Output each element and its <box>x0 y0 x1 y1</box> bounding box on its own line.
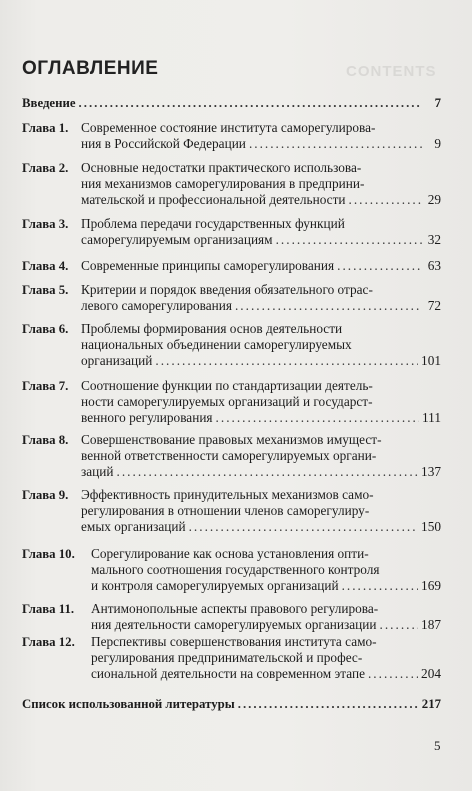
entry-page: 169 <box>421 578 441 593</box>
entry-line: заций <box>81 464 114 479</box>
entry-line: Современные принципы саморегулирования <box>81 258 335 273</box>
entry-page: 32 <box>427 232 441 247</box>
entry-page: 63 <box>427 258 441 273</box>
entry-title <box>81 160 441 208</box>
entry-last-line <box>81 232 441 248</box>
entry-page: 72 <box>427 298 441 313</box>
dot-leader <box>349 192 423 208</box>
entry-last-line <box>81 136 441 152</box>
entry-last-line <box>91 666 441 682</box>
entry-title <box>81 321 441 369</box>
toc-entry-intro <box>22 95 441 111</box>
toc-entry-chapter <box>22 258 441 274</box>
chapter-label: Глава 5. <box>22 283 69 297</box>
entry-line: емых организаций <box>81 519 186 534</box>
chapter-label: Глава 4. <box>22 259 69 273</box>
entry-title <box>22 696 441 712</box>
entry-line: Проблема передачи государственных функций <box>81 216 345 231</box>
entry-title <box>91 546 441 594</box>
entry-page: 217 <box>421 697 441 711</box>
chapter-label: Глава 6. <box>22 322 69 336</box>
entry-line: и контроля саморегулируемых организаций <box>91 578 339 593</box>
toc-entry-chapter <box>22 487 441 535</box>
toc-entry-chapter <box>22 432 441 480</box>
dot-leader <box>276 232 422 248</box>
entry-title <box>91 634 441 682</box>
page-title: ОГЛАВЛЕНИЕ <box>22 58 159 79</box>
toc-entry-chapter <box>22 634 441 682</box>
entry-title <box>81 282 441 314</box>
entry-line: Проблемы формирования основ деятельности <box>81 321 343 336</box>
entry-page: 7 <box>434 96 441 110</box>
entry-page: 101 <box>421 353 441 368</box>
chapter-label: Глава 3. <box>22 217 69 231</box>
dot-leader <box>216 410 419 426</box>
entry-last-line <box>81 192 441 208</box>
entry-line: мательской и профессиональной деятельности <box>81 192 346 207</box>
dot-leader <box>249 136 422 152</box>
chapter-label: Глава 2. <box>22 161 69 175</box>
toc-entry-chapter <box>22 601 441 633</box>
entry-line: национальных объединении саморегулируемых <box>81 337 352 352</box>
entry-last-line <box>81 353 441 369</box>
entry-title <box>22 95 441 111</box>
entry-line: Перспективы совершенствования института само- <box>91 634 377 649</box>
entry-line: саморегулируемым организациям <box>81 232 273 247</box>
toc-entry-chapter <box>22 321 441 369</box>
chapter-label: Глава 9. <box>22 488 69 502</box>
entry-line: ния в Российской Федерации <box>81 136 246 151</box>
entry-line: Критерии и порядок введения обязательного отрас- <box>81 282 373 297</box>
entry-last-line <box>81 258 441 274</box>
entry-line: левого саморегулирования <box>81 298 232 313</box>
entry-last-line <box>91 617 441 633</box>
entry-title <box>91 601 441 633</box>
entry-line: регулирования в отношении членов саморегулиру- <box>81 503 370 518</box>
entry-line: Эффективность принудительных механизмов само- <box>81 487 374 502</box>
dot-leader <box>337 258 422 274</box>
entry-line: Сорегулирование как основа установления опти- <box>91 546 369 561</box>
dot-leader <box>235 298 422 314</box>
chapter-label: Глава 8. <box>22 433 69 447</box>
chapter-label: Глава 11. <box>22 602 75 616</box>
entry-page: 29 <box>427 192 441 207</box>
bleed-through-text: CONTENTS <box>346 63 437 80</box>
entry-line: ния деятельности саморегулируемых организации <box>91 617 377 632</box>
entry-line: Антимонопольные аспекты правового регулирова- <box>91 601 379 616</box>
entry-line: мального соотношения государственного контроля <box>91 562 380 577</box>
entry-line: венной ответственности саморегулируемых органи- <box>81 448 377 463</box>
page-number: 5 <box>434 738 441 753</box>
dot-leader <box>368 666 418 682</box>
entry-line: ния механизмов саморегулирования в предприни- <box>81 176 365 191</box>
entry-last-line <box>81 410 441 426</box>
toc-entry-references <box>22 696 441 712</box>
toc-entry-chapter <box>22 378 441 426</box>
chapter-label: Глава 12. <box>22 635 75 649</box>
entry-line: ности саморегулируемых организаций и государст- <box>81 394 373 409</box>
entry-title <box>81 487 441 535</box>
entry-page: 204 <box>421 666 441 681</box>
entry-last-line <box>81 519 441 535</box>
entry-line: Современное состояние института саморегулирова- <box>81 120 376 135</box>
dot-leader <box>238 696 419 712</box>
dot-leader <box>117 464 419 480</box>
entry-title <box>81 216 441 248</box>
entry-line: организаций <box>81 353 153 368</box>
toc-entry-chapter <box>22 120 441 152</box>
entry-page: 187 <box>421 617 441 632</box>
entry-last-line <box>22 95 441 111</box>
entry-title <box>81 120 441 152</box>
entry-last-line <box>91 578 441 594</box>
entry-line: венного регулирования <box>81 410 213 425</box>
entry-line: Соотношение функции по стандартизации деятель- <box>81 378 373 393</box>
toc-entry-chapter <box>22 282 441 314</box>
entry-line: Введение <box>22 96 76 110</box>
entry-page: 137 <box>421 464 441 479</box>
toc-entry-chapter <box>22 216 441 248</box>
entry-title <box>81 258 441 274</box>
entry-line: Совершенствование правовых механизмов имущест- <box>81 432 382 447</box>
chapter-label: Глава 7. <box>22 379 69 393</box>
entry-title <box>81 378 441 426</box>
dot-leader <box>155 353 418 369</box>
dot-leader <box>342 578 418 594</box>
toc-entry-chapter <box>22 546 441 594</box>
entry-line: Список использованной литературы <box>22 697 235 711</box>
dot-leader <box>380 617 419 633</box>
chapter-label: Глава 1. <box>22 121 69 135</box>
entry-page: 150 <box>421 519 441 534</box>
entry-line: сиональной деятельности на современном этапе <box>91 666 365 681</box>
entry-last-line <box>81 298 441 314</box>
entry-last-line <box>81 464 441 480</box>
dot-leader <box>189 519 418 535</box>
entry-line: регулирования предпринимательской и профес- <box>91 650 363 665</box>
entry-page: 9 <box>434 136 441 151</box>
toc-entry-chapter <box>22 160 441 208</box>
entry-line: Основные недостатки практического использова- <box>81 160 362 175</box>
entry-page: 111 <box>422 410 441 425</box>
dot-leader <box>79 95 422 111</box>
entry-title <box>81 432 441 480</box>
chapter-label: Глава 10. <box>22 547 75 561</box>
entry-last-line <box>22 696 441 712</box>
